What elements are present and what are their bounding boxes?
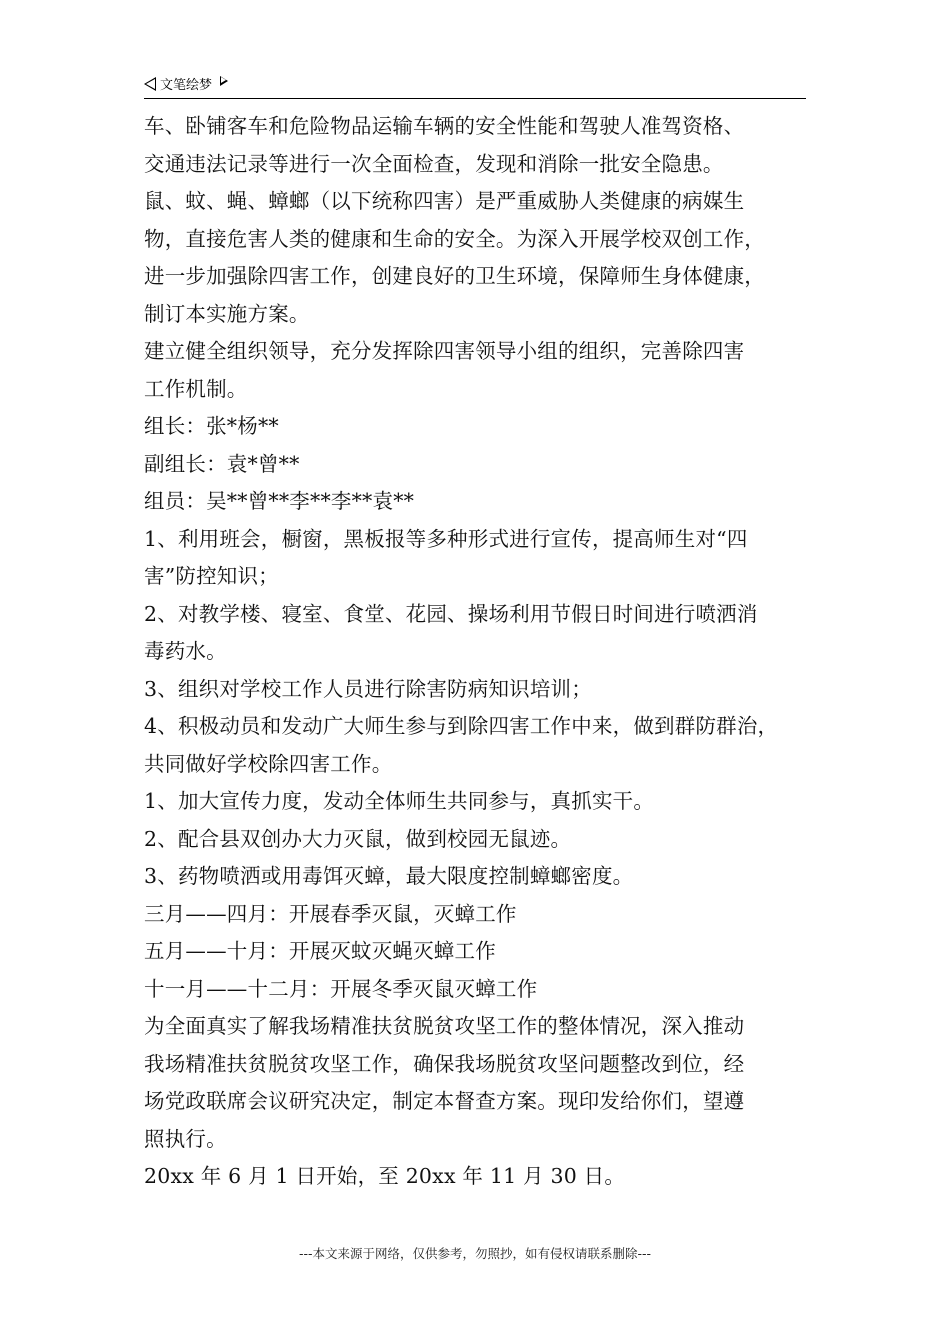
- text-line: 害”防控知识；: [144, 564, 279, 588]
- text-line: 毒药水。: [144, 639, 227, 663]
- text-line: 建立健全组织领导，充分发挥除四害领导小组的组织，完善除四害: [144, 339, 745, 363]
- text-line: 2、对教学楼、寝室、食堂、花园、操场利用节假日时间进行喷洒消: [144, 601, 758, 626]
- text-line: 进一步加强除四害工作，创建良好的卫生环境，保障师生身体健康，: [144, 264, 765, 288]
- text-line: 物，直接危害人类的健康和生命的安全。为深入开展学校双创工作，: [144, 226, 765, 251]
- text-line: 我场精准扶贫脱贫攻坚工作，确保我场脱贫攻坚问题整改到位，经: [144, 1051, 745, 1076]
- text-line: 五月——十月：开展灭蚊灭蝇灭蟑工作: [144, 939, 496, 963]
- text-line: 场党政联席会议研究决定，制定本督查方案。现印发给你们，望遵: [144, 1089, 745, 1113]
- text-line: 4、积极动员和发动广大师生参与到除四害工作中来，做到群防群治，: [144, 714, 779, 738]
- header-brand: [144, 74, 228, 93]
- text-line: 交通违法记录等进行一次全面检查，发现和消除一批安全隐患。: [144, 151, 724, 176]
- text-line: 照执行。: [144, 1126, 227, 1151]
- text-line: 车、卧铺客车和危险物品运输车辆的安全性能和驾驶人准驾资格、: [144, 114, 745, 138]
- text-line: 共同做好学校除四害工作。: [144, 751, 393, 776]
- header-title: 文笔绘梦: [160, 78, 213, 93]
- text-line: 1、利用班会，橱窗，黑板报等多种形式进行宣传，提高师生对“四: [144, 526, 748, 551]
- text-line: 3、组织对学校工作人员进行除害防病知识培训；: [144, 676, 592, 701]
- page-footer: ---本文来源于网络，仅供参考，勿照抄，如有侵权请联系删除---: [298, 1246, 652, 1261]
- text-line: 2、配合县双创办大力灭鼠，做到校园无鼠迹。: [144, 826, 572, 851]
- text-line: 组员：吴**曾**李**李**袁**: [144, 489, 415, 513]
- text-line: 1、加大宣传力度，发动全体师生共同参与，真抓实干。: [144, 789, 655, 813]
- text-line: 三月——四月：开展春季灭鼠，灭蟑工作: [144, 901, 517, 926]
- text-line: 工作机制。: [144, 376, 248, 401]
- page-header: [144, 74, 806, 99]
- text-line: 20xx 年 6 月 1 日开始，至 20xx 年 11 月 30 日。: [144, 1164, 626, 1188]
- triangle-right-icon: [220, 76, 228, 86]
- text-line: 为全面真实了解我场精准扶贫脱贫攻坚工作的整体情况，深入推动: [144, 1014, 745, 1038]
- text-line: 副组长：袁*曾**: [144, 451, 300, 476]
- document-body: [144, 108, 814, 1196]
- text-line: 十一月——十二月：开展冬季灭鼠灭蟑工作: [144, 976, 538, 1001]
- triangle-left-icon: [144, 77, 156, 91]
- text-line: 制订本实施方案。: [144, 301, 310, 326]
- text-line: 鼠、蚊、蝇、蟑螂（以下统称四害）是严重威胁人类健康的病媒生: [144, 189, 745, 213]
- text-line: 组长：张*杨**: [144, 414, 279, 438]
- text-line: 3、药物喷洒或用毒饵灭蟑，最大限度控制蟑螂密度。: [144, 864, 634, 888]
